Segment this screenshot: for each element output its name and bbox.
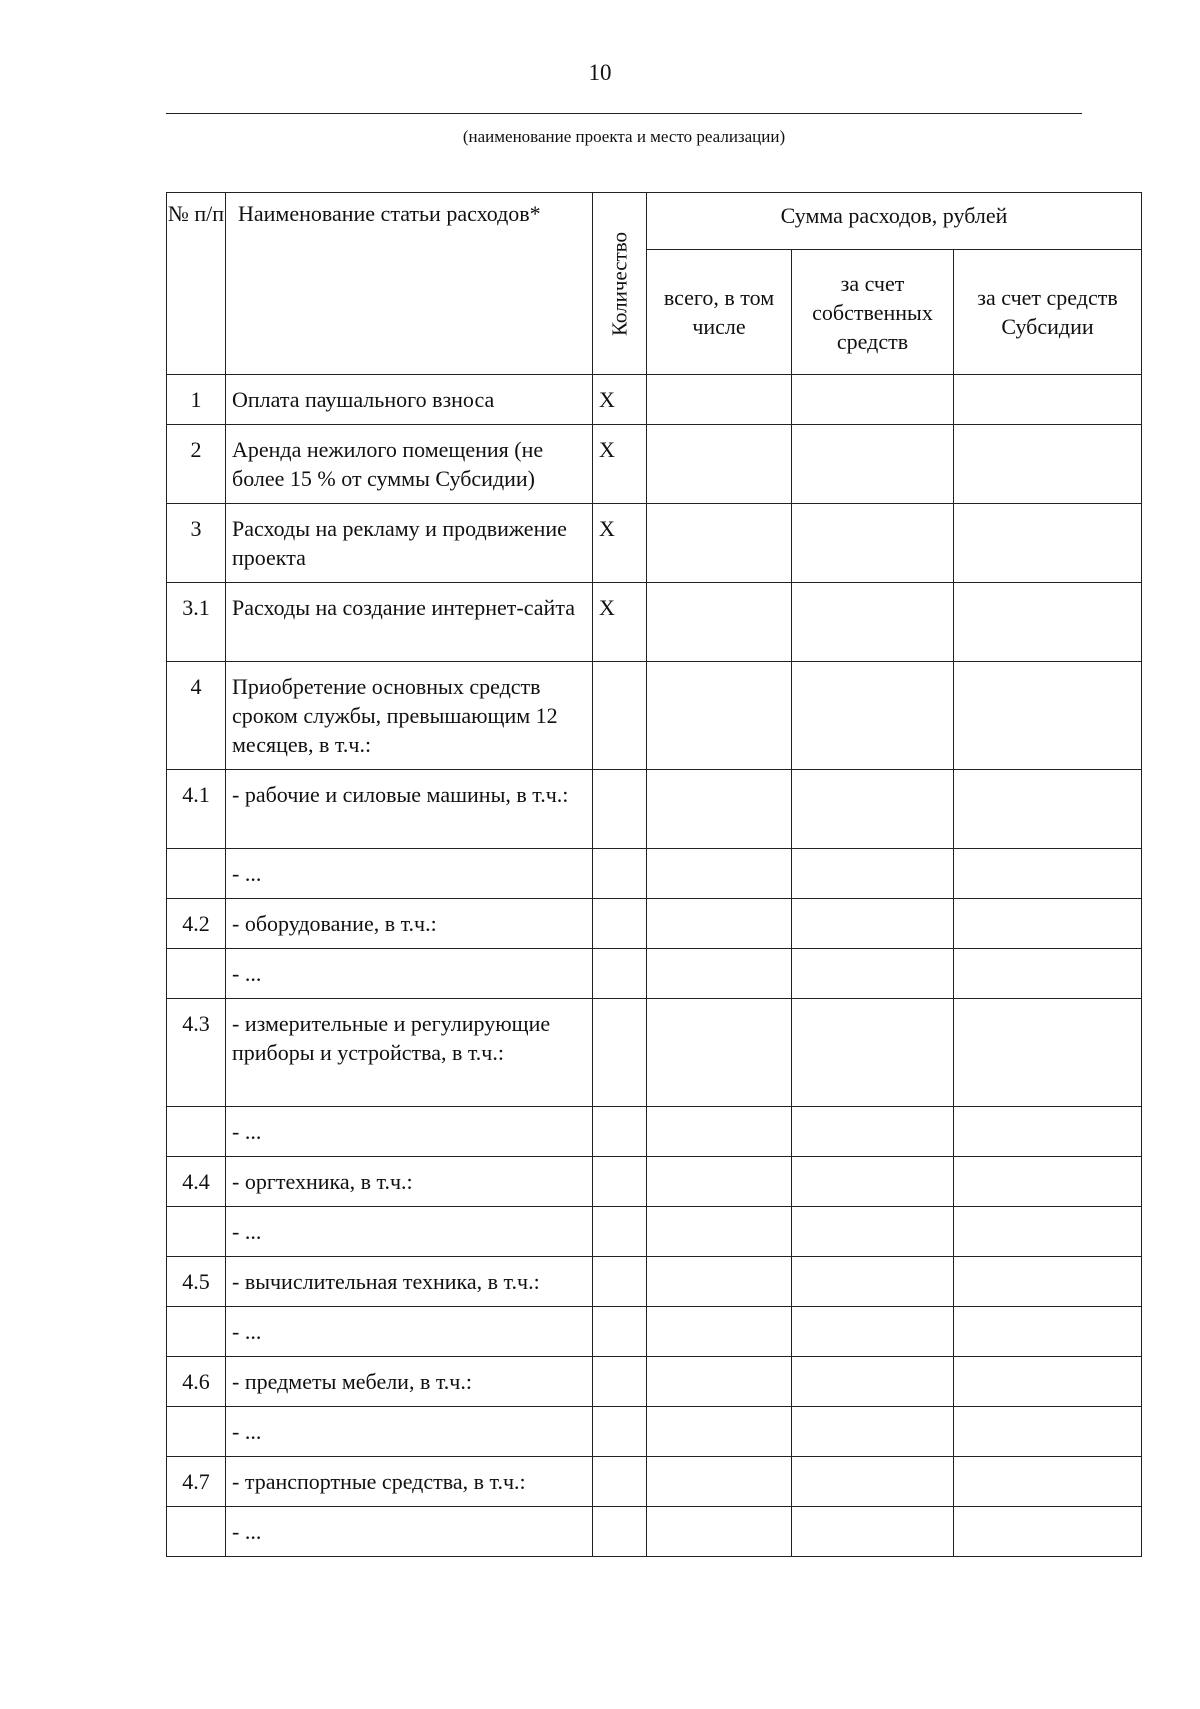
- row-total: [647, 899, 792, 949]
- row-subsidy: [954, 425, 1142, 504]
- row-num: 4.4: [167, 1157, 226, 1207]
- table-row: [167, 1307, 1142, 1357]
- row-own-funds: [792, 1407, 954, 1457]
- table-row: [167, 999, 1142, 1107]
- project-name-line: [166, 113, 1082, 114]
- row-name: Расходы на рекламу и продвижение проекта: [226, 504, 593, 583]
- row-quantity: [593, 770, 647, 849]
- row-quantity: Х: [593, 425, 647, 504]
- row-quantity: [593, 1457, 647, 1507]
- row-num: 4.6: [167, 1357, 226, 1407]
- row-subsidy: [954, 949, 1142, 999]
- row-total: [647, 949, 792, 999]
- row-num: 4.1: [167, 770, 226, 849]
- row-name: - ...: [226, 1507, 593, 1557]
- row-subsidy: [954, 1257, 1142, 1307]
- row-total: [647, 1507, 792, 1557]
- row-subsidy: [954, 1507, 1142, 1557]
- row-own-funds: [792, 999, 954, 1107]
- row-num: 4.2: [167, 899, 226, 949]
- row-name: Аренда нежилого помещения (не более 15 % от суммы Субсидии): [226, 425, 593, 504]
- row-total: [647, 1107, 792, 1157]
- row-name: - ...: [226, 1107, 593, 1157]
- row-subsidy: [954, 1307, 1142, 1357]
- table-row: [167, 949, 1142, 999]
- header-total: всего, в том числе: [647, 250, 792, 375]
- row-num: [167, 1407, 226, 1457]
- row-total: [647, 662, 792, 770]
- table-row: [167, 1457, 1142, 1507]
- row-name: - ...: [226, 1407, 593, 1457]
- header-quantity: [593, 193, 647, 375]
- row-subsidy: [954, 999, 1142, 1107]
- row-own-funds: [792, 949, 954, 999]
- row-own-funds: [792, 1257, 954, 1307]
- row-quantity: [593, 949, 647, 999]
- table-row: [167, 583, 1142, 662]
- row-name: - ...: [226, 949, 593, 999]
- row-quantity: [593, 1207, 647, 1257]
- table-row: [167, 770, 1142, 849]
- row-own-funds: [792, 1207, 954, 1257]
- row-own-funds: [792, 849, 954, 899]
- row-quantity: [593, 1157, 647, 1207]
- page-number: 10: [588, 60, 612, 85]
- row-subsidy: [954, 504, 1142, 583]
- row-name: - ...: [226, 849, 593, 899]
- row-num: 1: [167, 375, 226, 425]
- row-quantity: [593, 1107, 647, 1157]
- row-name: - предметы мебели, в т.ч.:: [226, 1357, 593, 1407]
- row-quantity: [593, 1357, 647, 1407]
- row-subsidy: [954, 1207, 1142, 1257]
- row-subsidy: [954, 849, 1142, 899]
- row-own-funds: [792, 1457, 954, 1507]
- row-quantity: [593, 1307, 647, 1357]
- row-subsidy: [954, 770, 1142, 849]
- project-caption: (наименование проекта и место реализации): [462, 127, 786, 146]
- header-name: Наименование статьи расходов*: [226, 193, 593, 375]
- row-name: Расходы на создание интернет-сайта: [226, 583, 593, 662]
- row-own-funds: [792, 583, 954, 662]
- row-subsidy: [954, 662, 1142, 770]
- row-subsidy: [954, 1107, 1142, 1157]
- row-num: [167, 1107, 226, 1157]
- row-total: [647, 849, 792, 899]
- row-own-funds: [792, 1507, 954, 1557]
- row-name: - рабочие и силовые машины, в т.ч.:: [226, 770, 593, 849]
- row-name: Оплата паушального взноса: [226, 375, 593, 425]
- row-num: 4.5: [167, 1257, 226, 1307]
- row-subsidy: [954, 1457, 1142, 1507]
- table-row: [167, 425, 1142, 504]
- header-subsidy: за счет средств Субсидии: [954, 250, 1142, 375]
- row-total: [647, 583, 792, 662]
- row-subsidy: [954, 583, 1142, 662]
- row-own-funds: [792, 1307, 954, 1357]
- row-total: [647, 1257, 792, 1307]
- table-row: [167, 1357, 1142, 1407]
- row-name: - измерительные и регулирующие приборы и устройства, в т.ч.:: [226, 999, 593, 1107]
- header-num: № п/п: [167, 193, 226, 375]
- row-quantity: [593, 849, 647, 899]
- row-own-funds: [792, 899, 954, 949]
- row-name: - ...: [226, 1307, 593, 1357]
- row-num: 3: [167, 504, 226, 583]
- row-total: [647, 1157, 792, 1207]
- row-total: [647, 770, 792, 849]
- row-total: [647, 504, 792, 583]
- row-subsidy: [954, 899, 1142, 949]
- row-subsidy: [954, 1407, 1142, 1457]
- header-own-funds: за счет собственных средств: [792, 250, 954, 375]
- row-own-funds: [792, 662, 954, 770]
- row-quantity: [593, 662, 647, 770]
- table-row: [167, 1507, 1142, 1557]
- row-num: [167, 949, 226, 999]
- row-num: 2: [167, 425, 226, 504]
- row-total: [647, 1407, 792, 1457]
- row-total: [647, 375, 792, 425]
- row-own-funds: [792, 770, 954, 849]
- table-row: [167, 375, 1142, 425]
- row-num: [167, 849, 226, 899]
- row-num: 4.7: [167, 1457, 226, 1507]
- row-name: - ...: [226, 1207, 593, 1257]
- row-own-funds: [792, 1157, 954, 1207]
- table-row: [167, 1107, 1142, 1157]
- row-total: [647, 1357, 792, 1407]
- row-total: [647, 1457, 792, 1507]
- row-quantity: Х: [593, 375, 647, 425]
- row-num: [167, 1207, 226, 1257]
- row-own-funds: [792, 425, 954, 504]
- row-own-funds: [792, 375, 954, 425]
- table-row: [167, 1257, 1142, 1307]
- row-own-funds: [792, 504, 954, 583]
- table-row: [167, 1157, 1142, 1207]
- row-num: [167, 1307, 226, 1357]
- row-name: - транспортные средства, в т.ч.:: [226, 1457, 593, 1507]
- row-num: 3.1: [167, 583, 226, 662]
- row-name: - оборудование, в т.ч.:: [226, 899, 593, 949]
- header-quantity-label: Количество: [607, 231, 631, 336]
- row-num: [167, 1507, 226, 1557]
- row-subsidy: [954, 1157, 1142, 1207]
- table-row: [167, 504, 1142, 583]
- row-total: [647, 425, 792, 504]
- header-sum-group: Сумма расходов, рублей: [647, 193, 1142, 250]
- table-row: [167, 1407, 1142, 1457]
- row-name: - оргтехника, в т.ч.:: [226, 1157, 593, 1207]
- row-name: - вычислительная техника, в т.ч.:: [226, 1257, 593, 1307]
- row-subsidy: [954, 375, 1142, 425]
- table-row: [167, 899, 1142, 949]
- row-quantity: [593, 1407, 647, 1457]
- row-quantity: [593, 1507, 647, 1557]
- row-name: Приобретение основных средств сроком службы, превышающим 12 месяцев, в т.ч.:: [226, 662, 593, 770]
- table-row: [167, 849, 1142, 899]
- row-num: 4: [167, 662, 226, 770]
- table-row: [167, 1207, 1142, 1257]
- row-own-funds: [792, 1107, 954, 1157]
- row-quantity: Х: [593, 504, 647, 583]
- table-row: [167, 662, 1142, 770]
- row-total: [647, 1307, 792, 1357]
- row-quantity: [593, 1257, 647, 1307]
- row-num: 4.3: [167, 999, 226, 1107]
- row-own-funds: [792, 1357, 954, 1407]
- row-total: [647, 1207, 792, 1257]
- row-subsidy: [954, 1357, 1142, 1407]
- row-quantity: Х: [593, 583, 647, 662]
- expenses-table: [166, 192, 1142, 1557]
- row-quantity: [593, 899, 647, 949]
- row-total: [647, 999, 792, 1107]
- row-quantity: [593, 999, 647, 1107]
